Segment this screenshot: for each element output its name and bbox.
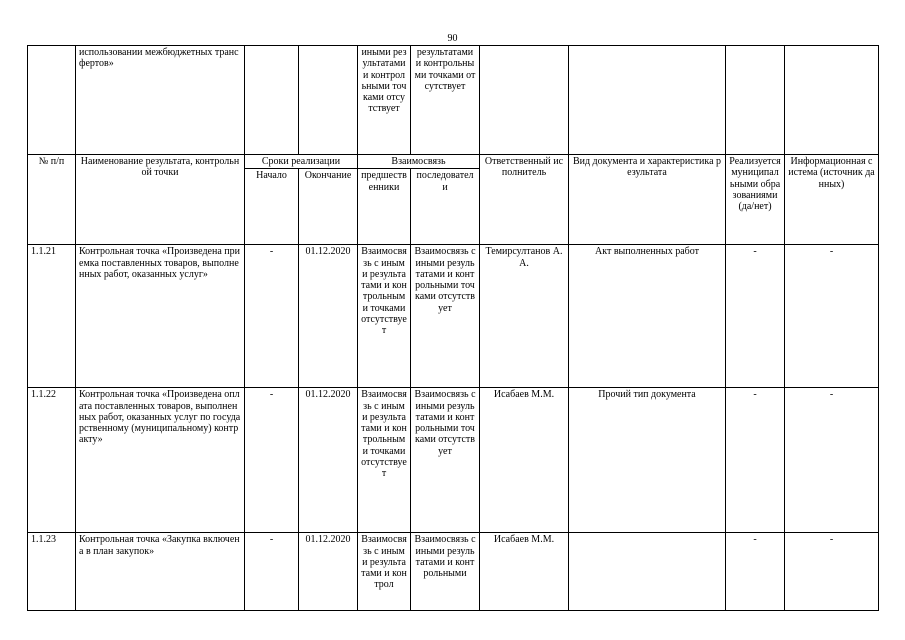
row-name: Контрольная точка «Произведена оплата поставленных товаров, выполненных работ, оказанных услуг по государственному (муниципальному) контракту» bbox=[76, 388, 245, 533]
row-successors: Взаимосвязь с иными результатами и контрольными bbox=[411, 533, 480, 611]
row-doc-type bbox=[569, 533, 726, 611]
continuation-predecessors: иными результатами и контрольными точками отсутствует bbox=[358, 46, 411, 155]
row-num: 1.1.23 bbox=[28, 533, 76, 611]
continuation-doc-type bbox=[569, 46, 726, 155]
row-municipal: - bbox=[726, 533, 785, 611]
row-end: 01.12.2020 bbox=[299, 533, 358, 611]
continuation-info-system bbox=[785, 46, 879, 155]
continuation-row bbox=[28, 46, 879, 155]
row-start: - bbox=[245, 388, 299, 533]
header-num: № п/п bbox=[28, 155, 76, 245]
row-num: 1.1.21 bbox=[28, 245, 76, 388]
row-info-system: - bbox=[785, 245, 879, 388]
header-municipal: Реализуется муниципальными образованиями (да/нет) bbox=[726, 155, 785, 245]
table-row bbox=[28, 388, 879, 533]
row-doc-type: Прочий тип документа bbox=[569, 388, 726, 533]
row-responsible: Исабаев М.М. bbox=[480, 533, 569, 611]
row-doc-type: Акт выполненных работ bbox=[569, 245, 726, 388]
continuation-end bbox=[299, 46, 358, 155]
continuation-start bbox=[245, 46, 299, 155]
table-row bbox=[28, 533, 879, 611]
row-predecessors: Взаимосвязь с иными результатами и контрольными точками отсутствует bbox=[358, 245, 411, 388]
row-end: 01.12.2020 bbox=[299, 388, 358, 533]
row-successors: Взаимосвязь с иными результатами и контрольными точками отсутствует bbox=[411, 245, 480, 388]
row-responsible: Исабаев М.М. bbox=[480, 388, 569, 533]
header-info-system: Информационная система (источник данных) bbox=[785, 155, 879, 245]
row-start: - bbox=[245, 245, 299, 388]
row-info-system: - bbox=[785, 533, 879, 611]
results-table bbox=[27, 45, 879, 611]
row-responsible: Темирсултанов А.А. bbox=[480, 245, 569, 388]
continuation-num bbox=[28, 46, 76, 155]
row-predecessors: Взаимосвязь с иными результатами и контрол bbox=[358, 533, 411, 611]
header-terms-group: Сроки реализации bbox=[245, 155, 358, 169]
header-predecessors: предшественники bbox=[358, 169, 411, 245]
row-end: 01.12.2020 bbox=[299, 245, 358, 388]
row-info-system: - bbox=[785, 388, 879, 533]
header-name: Наименование результата, контрольной точки bbox=[76, 155, 245, 245]
header-successors: последователи bbox=[411, 169, 480, 245]
continuation-municipal bbox=[726, 46, 785, 155]
row-start: - bbox=[245, 533, 299, 611]
row-predecessors: Взаимосвязь с иными результатами и контрольными точками отсутствует bbox=[358, 388, 411, 533]
row-successors: Взаимосвязь с иными результатами и контрольными точками отсутствует bbox=[411, 388, 480, 533]
continuation-successors: результатами и контрольными точками отсутствует bbox=[411, 46, 480, 155]
header-responsible: Ответственный исполнитель bbox=[480, 155, 569, 245]
header-relation-group: Взаимосвязь bbox=[358, 155, 480, 169]
row-name: Контрольная точка «Закупка включена в план закупок» bbox=[76, 533, 245, 611]
page-number: 90 bbox=[447, 33, 458, 44]
header-row-1 bbox=[28, 155, 879, 169]
continuation-name: использовании межбюджетных трансфертов» bbox=[76, 46, 245, 155]
row-name: Контрольная точка «Произведена приемка поставленных товаров, выполненных работ, оказанных услуг» bbox=[76, 245, 245, 388]
header-start: Начало bbox=[245, 169, 299, 245]
table-row bbox=[28, 245, 879, 388]
row-municipal: - bbox=[726, 245, 785, 388]
continuation-responsible bbox=[480, 46, 569, 155]
header-end: Окончание bbox=[299, 169, 358, 245]
row-num: 1.1.22 bbox=[28, 388, 76, 533]
row-municipal: - bbox=[726, 388, 785, 533]
header-doc-type: Вид документа и характеристика результата bbox=[569, 155, 726, 245]
